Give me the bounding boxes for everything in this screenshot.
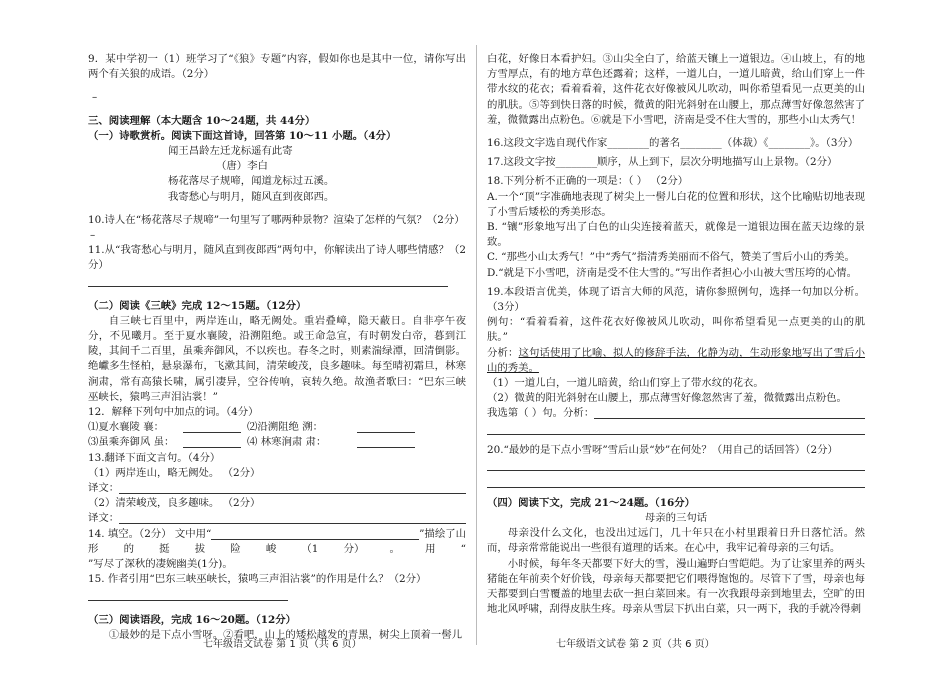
analysis-text: 这句话使用了比喻、拟人的修辞手法，化静为动，生动形象地写出了雪后小山的秀美。 [487, 346, 866, 374]
story-title: 母亲的三句话 [644, 512, 708, 525]
page-footer-right: 七年级语文试卷 第 2 页（共 6 页） [556, 639, 715, 650]
q14-char: 挺 [159, 542, 170, 555]
question-13: 13.翻译下面文言句。（4分） [88, 451, 221, 464]
q12-row-2 [88, 435, 466, 450]
question-11: 11.从“我寄愁心与明月，随风直到夜郎西”两句中，你解读出了诗人哪些情感？（2分） [88, 244, 466, 272]
story-paragraph-2: 小时候，每年冬天都要下好大的雪，漫山遍野白雪皑皑。为了让家里养的两头猪能在年前卖个好价钱，母亲每天都要把它们喂得饱饱的。尽管下了雪，母亲也每天都要到白雪覆盖的地里去砍一担白菜回来。有一次我跟母亲到地里去，空旷的田地北风呼啸，刮得皮肤生疼。母亲从雪层下扒出白菜，只一两下，我的手就冷得刺 [487, 557, 865, 616]
q19-choose-prompt: 我选第（ ）句。分析： [487, 407, 595, 420]
question-17: 17.这段文字按________顺序，从上到下，层次分明地描写山上景物。（2分） [487, 156, 838, 169]
q14-char: 形 [88, 542, 99, 555]
q14-char: 的 [123, 542, 134, 555]
translation-label: 译文： [88, 482, 120, 495]
q18-option-c[interactable]: C. “那些小山太秀气！”中“秀气”指清秀美丽而不俗气，赞美了雪后小山的秀美。 [487, 251, 855, 264]
poem-line-2: 我寄愁心与明月，随风直到夜郎西。 [168, 190, 335, 203]
question-12: 12．解释下列句中加点的词。（4分） [88, 406, 259, 419]
q15-answer-line[interactable] [88, 588, 288, 601]
page-divider [476, 45, 477, 645]
q14-prompt: 14. 填空。（2分） 文中用“ [88, 527, 212, 540]
q19-answer-line-1[interactable] [594, 406, 865, 419]
q13-item-1: （1）两岸连山，略无阙处。 （2分） [88, 466, 261, 479]
q19-answer [487, 406, 865, 421]
part-2-title: （二）阅读《三峡》完成 12～15题。（12分） [88, 299, 307, 312]
q19-sentence-1: （1）一道儿白，一道儿暗黄，给山们穿上了带水纹的花衣。 [487, 377, 764, 390]
q12-blank-2[interactable] [357, 420, 415, 433]
q20-answer-line-2[interactable] [487, 475, 865, 488]
q12-item-4: ⑷ 林寒涧肃 肃： [247, 436, 327, 449]
poem-author: （唐）李白 [216, 160, 268, 173]
q14-char: 。 [389, 542, 400, 555]
q18-option-a[interactable]: A.一个“顶”字准确地表现了树尖上一髻儿白花的位置和形状，这个比喻贴切地表现了小雪后矮松的秀美形态。 [487, 190, 865, 218]
sanxia-text: 自三峡七百里中，两岸连山，略无阙处。重岩叠嶂，隐天蔽日。自非亭午夜分，不见曦月。至于夏水襄陵，沿溯阻绝。或王命急宣，有时朝发白帝，暮到江陵，其间千二百里，虽乘奔御风，不以疾也。春冬之时，则素湍绿潭，回清倒影。绝巘多生怪柏，悬泉瀑布，飞漱其间，清荣峻茂，良多趣味。每至晴初霜旦，林寒涧肃，常有高猿长啸，属引凄异，空谷传响，哀转久绝。故渔者歌曰：“巴东三峡巫峡长，猿鸣三声泪沾裳！” [88, 314, 466, 403]
translation-line-1[interactable] [119, 481, 466, 494]
analysis-label: 分析： [487, 346, 519, 359]
q12-item-1: ⑴夏水襄陵 襄： [88, 421, 165, 434]
left-page [88, 52, 466, 643]
q14-spread-line [88, 542, 466, 557]
q19-example: 例句：“看着看着，这件花衣好像被风儿吹动，叫你希望看见一点更美的山的肌肤。” [487, 316, 865, 344]
passage-start: ①最妙的是下点小雪呀。②看吧，山上的矮松越发的青黑，树尖上顶着一髻儿 [108, 628, 463, 641]
q14-char: 峻 [265, 542, 277, 555]
q12-item-3: ⑶虽乘奔御风 虽： [88, 436, 175, 449]
q14-end: ”写尽了深秋的凄婉幽美(1分)。 [88, 558, 233, 571]
question-20: 20.“最妙的是下点小雪呀”雪后山景“妙”在何处？（用自己的话回答）（2分） [487, 443, 838, 456]
q19-analysis [487, 346, 865, 376]
question-16: 16.这段文字选自现代作家________的著名________（体裁）《________》。（3分） [487, 137, 859, 150]
q18-option-b[interactable]: B. “镶”形象地写出了白色的山尖连接着蓝天，就像是一道银边围在蓝天边缘的景致。 [487, 221, 865, 249]
q14-char: 险 [230, 542, 241, 555]
page-footer-left: 七年级语文试卷 第 1 页（共 6 页） [203, 639, 362, 650]
part-4-title: （四）阅读下文，完成 21～24题。（16分） [487, 496, 696, 509]
q18-option-d[interactable]: D.“就是下小雪吧，济南是受不住大雪的。”写出作者担心小山被大雪压垮的心情。 [487, 266, 857, 279]
q13-translation-1 [88, 481, 466, 496]
q9-answer-mark: – [92, 91, 98, 104]
story-paragraph-1: 母亲没什么文化，也没出过远门，几十年只在小村里跟着日升日落忙活。然而，母亲常常能说出一些很有道理的话来。在心中，我牢记着母亲的三句话。 [487, 527, 865, 555]
q14-char: （1 [301, 542, 319, 555]
q14-prompt-cont: ”描绘了山 [419, 527, 466, 540]
poem-title: 闻王昌龄左迁龙标遥有此寄 [168, 145, 293, 158]
part-3-title: （三）阅读语段，完成 16～20题。（12分） [88, 613, 297, 626]
q20-answer-line-1[interactable] [487, 458, 865, 471]
question-15: 15. 作者引用“巴东三峡巫峡长，猿鸣三声泪沾裳”的作用是什么？（2分） [88, 573, 427, 586]
q14-char: 拔 [194, 542, 206, 555]
translation-label: 译文： [88, 512, 120, 525]
q10-answer-mark: – [90, 229, 96, 242]
q12-blank-1[interactable] [183, 420, 241, 433]
passage-continued: 白花，好像日本看护妇。③山尖全白了，给蓝天镶上一道银边。④山坡上，有的地方雪厚点，有的地方草色还露着；这样，一道儿白，一道儿暗黄，给山们穿上一件带水纹的花衣；看着看着，这件花衣好像被风儿吹动，叫你希望看见一点更美的山的肌肤。⑤等到快日落的时候，微黄的阳光斜射在山腰上，那点薄雪好像忽然害了羞，微微露出点粉色。⑥就是下小雪吧，济南是受不住大雪的，那些小山太秀气！ [487, 53, 865, 126]
poem-line-1: 杨花落尽子规啼，闻道龙标过五溪。 [168, 175, 335, 188]
question-19: 19.本段语言优美，体现了语言大师的风范，请你参照例句，选择一句加以分析。（3分） [487, 285, 865, 314]
q19-sentence-2: （2）微黄的阳光斜射在山腰上，那点薄雪好像忽然害了羞，微微露出点粉色。 [487, 392, 847, 405]
q14-char: 分） [343, 542, 365, 555]
q13-translation-2 [88, 511, 466, 526]
question-10: 10.诗人在“杨花落尽子规啼”一句里写了哪两种景物？渲染了怎样的气氛？（2分） [88, 213, 465, 226]
q14-char: 用 [425, 542, 436, 555]
q12-blank-3[interactable] [183, 435, 241, 448]
question-14 [88, 527, 466, 542]
q12-item-2: ⑵沿溯阻绝 溯： [247, 421, 324, 434]
q14-char: “ [460, 542, 466, 555]
q11-answer-line[interactable] [88, 274, 448, 287]
right-page [487, 52, 865, 618]
q12-row-1 [88, 420, 466, 435]
section-3-title: 三、阅读理解（本大题含 10～24题，共 44分） [88, 114, 316, 127]
translation-line-2[interactable] [119, 511, 466, 524]
q14-blank-1[interactable] [211, 527, 419, 540]
part-1-title: （一）诗歌赏析。阅读下面这首诗，回答第 10～11 小题。（4分） [88, 129, 397, 142]
question-9: 9．某中学初一（1）班学习了“《狼》专题”内容，假如你也是其中一位，请你写出两个有关狼的成语。（2分） [88, 53, 466, 81]
question-18: 18.下列分析不正确的一项是：（ ） （2分） [487, 175, 689, 188]
q12-blank-4[interactable] [357, 435, 415, 448]
q13-item-2: （2）清荣峻茂，良多趣味。 （2分） [88, 497, 261, 510]
q19-answer-line-2[interactable] [487, 422, 865, 435]
